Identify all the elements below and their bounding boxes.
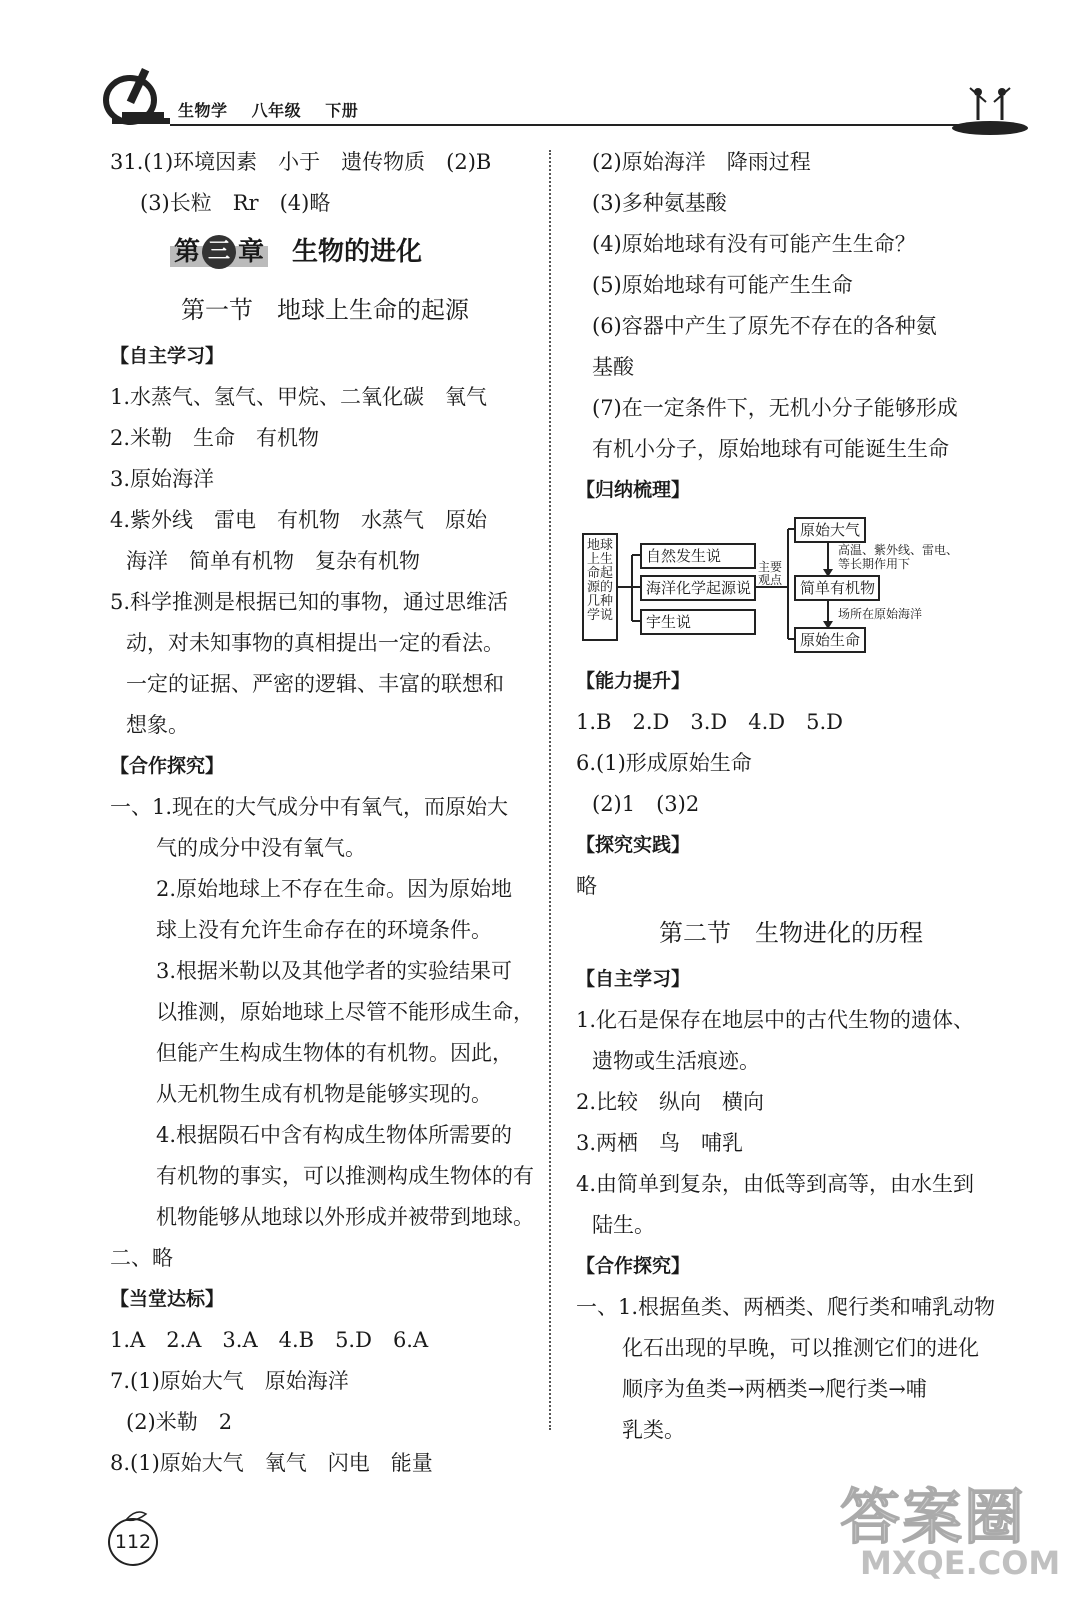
page-number-value: 112 <box>108 1518 158 1566</box>
hezuo-line: 气的成分中没有氧气。 <box>156 836 366 860</box>
main-view-label: 主要观点 <box>758 560 783 587</box>
chapter-number: 三 <box>202 235 236 269</box>
zizhu-line: 3.原始海洋 <box>110 467 215 491</box>
column-divider <box>549 150 551 1430</box>
q31-line1: 31.(1)环境因素 小于 遗传物质 (2)B <box>110 150 492 174</box>
page-number <box>108 1512 160 1564</box>
zizhu-line: 海洋 简单有机物 复杂有机物 <box>126 549 420 573</box>
condition-label: 等长期作用下 <box>838 557 911 571</box>
theory-box: 自然发生说 <box>640 543 756 569</box>
hezuo-line: 一、1.现在的大气成分中有氧气，而原始大 <box>110 795 509 819</box>
header-rule <box>170 124 990 126</box>
zizhu2-line: 2.比较 纵向 横向 <box>576 1090 765 1114</box>
answer-line: (7)在一定条件下，无机小分子能够形成 <box>592 396 958 420</box>
origin-theories-diagram <box>576 517 1016 657</box>
hezuo2-line: 顺序为鱼类→两栖类→爬行类→哺 <box>622 1377 927 1401</box>
tag-tanjiu: 【探究实践】 <box>576 834 691 856</box>
hezuo-line: 4.根据陨石中含有构成生物体所需要的 <box>156 1123 513 1147</box>
hezuo2-line: 乳类。 <box>622 1418 685 1442</box>
zizhu2-line: 陆生。 <box>592 1213 655 1237</box>
zizhu-line: 1.水蒸气、氢气、甲烷、二氧化碳 氧气 <box>110 385 488 409</box>
theory-box: 海洋化学起源说 <box>640 575 756 601</box>
header-title <box>178 98 376 121</box>
chapter-suffix: 章 <box>238 237 265 267</box>
watermark <box>840 1470 1061 1590</box>
hezuo2-line: 一、1.根据鱼类、两栖类、爬行类和哺乳动物 <box>576 1295 996 1319</box>
hezuo2-line: 化石出现的早晚，可以推测它们的进化 <box>622 1336 979 1360</box>
answer-line: (5)原始地球有可能产生生命 <box>592 273 853 297</box>
hezuo-line: 但能产生构成生物体的有机物。因此， <box>156 1041 513 1065</box>
answer-line: (3)多种氨基酸 <box>592 191 727 215</box>
dangtang-line: (2)米勒 2 <box>126 1410 233 1434</box>
chapter-prefix: 第 <box>174 237 201 267</box>
tag-nengli: 【能力提升】 <box>576 670 691 692</box>
right-column <box>576 142 1006 1451</box>
header-subject: 生物学 <box>178 101 228 120</box>
answer-line: 基酸 <box>592 355 634 379</box>
zizhu-line: 4.紫外线 雷电 有机物 水蒸气 原始 <box>110 508 488 532</box>
chapter-title: 生物的进化 <box>292 237 423 267</box>
zizhu2-line: 3.两栖 鸟 哺乳 <box>576 1131 744 1155</box>
microscope-icon <box>100 60 170 130</box>
header-volume: 下册 <box>325 101 359 120</box>
q31-line2: (3)长粒 Rr (4)略 <box>140 191 331 215</box>
left-column <box>110 142 540 1484</box>
zizhu-line: 5.科学推测是根据已知的事物，通过思维活 <box>110 590 509 614</box>
hezuo-line: 球上没有允许生命存在的环境条件。 <box>156 918 492 942</box>
answer-line: (4)原始地球有没有可能产生生命？ <box>592 232 916 256</box>
zizhu2-line: 4.由简单到复杂，由低等到高等，由水生到 <box>576 1172 975 1196</box>
answer-line: (6)容器中产生了原先不存在的各种氨 <box>592 314 937 338</box>
tag-zizhu: 【自主学习】 <box>110 345 225 367</box>
page-header <box>100 60 1050 140</box>
tag-zizhu2: 【自主学习】 <box>576 968 691 990</box>
chapter-heading <box>110 224 540 284</box>
nengli-line: 6.(1)形成原始生命 <box>576 751 752 775</box>
hezuo-line: 有机物的事实，可以推测构成生物体的有 <box>156 1164 534 1188</box>
dangtang-line: 8.(1)原始大气 氧气 闪电 能量 <box>110 1451 433 1475</box>
condition-label: 场所在原始海洋 <box>838 607 923 621</box>
tag-hezuo: 【合作探究】 <box>110 755 225 777</box>
tanjiu-line: 略 <box>576 874 597 898</box>
hezuo-line: 二、略 <box>110 1246 173 1270</box>
section-title-1: 第一节 地球上生命的起源 <box>181 296 469 324</box>
zizhu2-line: 遗物或生活痕迹。 <box>592 1049 760 1073</box>
stage-box: 原始生命 <box>794 627 866 653</box>
tag-guina: 【归纳梳理】 <box>576 479 691 501</box>
answer-line: 有机小分子，原始地球有可能诞生生命 <box>592 437 949 461</box>
diagram-vertical-label: 地球上生命起源的几种学说 <box>582 533 618 641</box>
hezuo-line: 3.根据米勒以及其他学者的实验结果可 <box>156 959 513 983</box>
zizhu2-line: 1.化石是保存在地层中的古代生物的遗体、 <box>576 1008 975 1032</box>
hezuo-line: 2.原始地球上不存在生命。因为原始地 <box>156 877 513 901</box>
watermark-main: 答案圈 <box>840 1483 1026 1553</box>
theory-box: 宇生说 <box>640 609 756 635</box>
nengli-line: (2)1 (3)2 <box>592 792 700 816</box>
watermark-url: MXQE.COM <box>860 1544 1061 1582</box>
answer-line: (2)原始海洋 降雨过程 <box>592 150 811 174</box>
hezuo-line: 从无机物生成有机物是能够实现的。 <box>156 1082 492 1106</box>
zizhu-line: 想象。 <box>126 713 189 737</box>
zizhu-line: 动，对未知事物的真相提出一定的看法。 <box>126 631 504 655</box>
section-title-2: 第二节 生物进化的历程 <box>659 919 923 947</box>
dangtang-line: 7.(1)原始大气 原始海洋 <box>110 1369 349 1393</box>
dancers-icon <box>950 84 1030 136</box>
zizhu-line: 一定的证据、严密的逻辑、丰富的联想和 <box>126 672 504 696</box>
nengli-line: 1.B 2.D 3.D 4.D 5.D <box>576 710 843 734</box>
tag-dangtang: 【当堂达标】 <box>110 1288 225 1310</box>
stage-box: 原始大气 <box>794 517 866 543</box>
condition-label: 高温、紫外线、雷电、 <box>838 543 959 557</box>
stage-box: 简单有机物 <box>794 575 880 601</box>
hezuo-line: 机物能够从地球以外形成并被带到地球。 <box>156 1205 534 1229</box>
dangtang-line: 1.A 2.A 3.A 4.B 5.D 6.A <box>110 1328 429 1352</box>
zizhu-line: 2.米勒 生命 有机物 <box>110 426 320 450</box>
header-grade: 八年级 <box>251 101 302 120</box>
tag-hezuo2: 【合作探究】 <box>576 1255 691 1277</box>
hezuo-line: 以推测，原始地球上尽管不能形成生命， <box>156 1000 534 1024</box>
